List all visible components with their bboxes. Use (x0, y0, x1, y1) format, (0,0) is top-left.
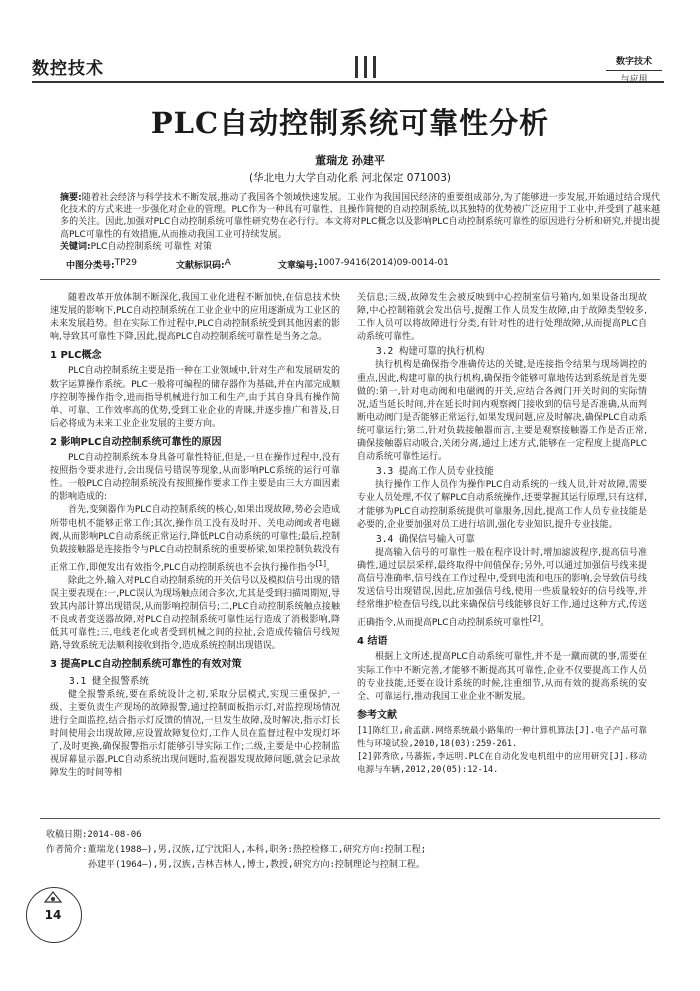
keywords-label: 关键词: (60, 241, 91, 252)
left-column (50, 292, 340, 780)
subsection-3-2-heading: 3.2 构建可靠的执行机构 (376, 346, 485, 358)
continued-paragraph: 关信息;三级,故障发生会被反映到中心控制室信号箱内,如果设备出现故障,中心控制箱就会发出信号,提醒工作人员发生故障,由于故障类型较多,工作人员可以将故障进行分类,有针对性的进行处理故障,从而提高PLC自动系统可靠性。 (357, 293, 647, 343)
doc-code-label: 文献标识码: (176, 261, 225, 271)
header-divider-bars (355, 56, 377, 78)
abstract (60, 192, 660, 253)
section-2-heading: 2 影响PLC自动控制系统可靠性的原因 (50, 436, 222, 448)
subsection-3-3-heading: 3.3 提高工作人员专业技能 (376, 466, 494, 478)
intro-paragraph: 随着改革开放体制不断深化,我国工业化进程不断加快,在信息技术快速发展的影响下,PLC自动控制系统在工业企业中的应用逐渐成为工业区的未来发展趋势。但在实际工作过程中,PLC自动控制系统受到其他因素的影响,导致其可靠性下降,因此,提高PLC自动控制系统可靠性是当务之急。 (50, 293, 340, 343)
subsection-3-4-text: 提高输入信号的可靠性一般在程序设计时,增加滤波程序,提高信号准确性,通过层层采样,最终取得中间值保存;另外,可以通过加强信号线来提高信号准确率,信号线在工作过程中,受到电流和电压的影响,会导致信号线发送信号出现错误,因此,应加强信号线,使用一些质量较好的信号线等,并经常维护检查信号线,以此来确保信号线能够良好工作,通过这种方式,传送正确指令,从而提高PLC自动控制系统可靠性 (357, 547, 647, 629)
affiliation: (华北电力大学自动化系 河北保定 071003) (249, 172, 451, 184)
received-date: 收稿日期:2014-08-06 (46, 830, 142, 840)
author-bio-2: 孙建平(1964—),男,汉族,吉林吉林人,博士,教授,研究方向:控制理论与控制工程。 (88, 860, 425, 870)
running-header (32, 50, 664, 86)
conclusion-paragraph: 根据上文所述,提高PLC自动系统可靠性,并不是一蹴而就的事,需要在实际工作中不断完善,才能够不断提高其可靠性,企业不仅要提高工作人员的专业技能,还要在设计系统的时候,注重细节,从而有效的提高系统的安全、可靠运行,推动我国工业企业不断发展。 (357, 652, 647, 702)
subsection-3-4-end: 。 (540, 618, 550, 629)
section-2-paragraph-2-end: 。 (326, 562, 336, 573)
clc-value: TP29 (114, 258, 137, 268)
keywords: PLC自动控制系统 可靠性 对策 (90, 241, 213, 252)
footnote-rule (40, 818, 660, 819)
clc-label: 中图分类号: (66, 261, 115, 271)
section-2-paragraph-1: PLC自动控制系统本身具备可靠性特征,但是,一旦在操作过程中,没有按照指令要求进行,会出现信号错误等现象,从而影响PLC系统的运行可靠性。一般PLC自动控制系统没有按照操作要求工作主要是由三大方面因素的影响造成的: (50, 453, 340, 503)
citation-1: [1] (315, 558, 327, 568)
author-bio-1: 作者简介:董瑞龙(1988—),男,汉族,辽宁沈阳人,本科,职务:热控检修工,研究方向:控制工程; (46, 845, 427, 855)
abstract-label: 摘要: (60, 193, 82, 203)
section-1-heading: 1 PLC概念 (50, 350, 102, 362)
subsection-3-1-paragraph: 健全报警系统,要在系统设计之初,采取分层模式,实现三重保护,一级、主要负责生产现场的故障报警,通过控制面板指示灯,对监控现场情况进行全面监控,结合指示灯反馈的情况,一旦发生故障,及时解决,指示灯长时间使用会出现故障,应设置故障复位灯,工作人员在监督过程中发现灯坏了,及时更换,确保报警指示灯能够引导实际工作;二级,主要是中心控制监视屏幕显示器,PLC自动系统出现问题时,监视器发现故障问题,就会记录故障发生的时间等相 (50, 689, 340, 779)
authors: 董瑞龙 孙建平 (315, 154, 385, 167)
article-title: PLC自动控制系统可靠性分析 (150, 106, 550, 140)
section-2-paragraph-2-text: 首先,变频器作为PLC自动控制系统的核心,如果出现故障,势必会造成所带电机不能够正常工作;其次,操作员工没有及时开、关电动阀或者电磁阀,从而影响PLC自动系统正常运行,降低PLC自动系统的可靠性;最后,控制负载接触器是连接指令与PLC自动控制系统的重要桥梁,如果控制负载没有正常工作,即便发出有效指令,PLC自动控制系统也不会执行操作指令 (50, 505, 340, 573)
article-number-label: 文章编号: (278, 261, 318, 271)
subsection-3-1-heading: 3.1 健全报警系统 (69, 675, 149, 687)
article-number-value: 1007-9416(2014)09-0014-01 (317, 258, 449, 268)
section-4-heading: 4 结语 (357, 636, 388, 648)
section-3-heading: 3 提高PLC自动控制系统可靠性的有效对策 (50, 659, 242, 671)
footnotes (46, 828, 656, 873)
right-column (357, 292, 647, 777)
section-2-paragraph-2 (50, 504, 340, 574)
page-number: 14 (44, 908, 62, 922)
subsection-3-2-paragraph: 执行机构是确保指令准确传达的关键,是连接指令结果与现场调控的重点,因此,构建可靠的执行机构,确保指令能够可靠地传达到系统是首先要做的:第一,针对电动阀和电磁阀的开关,应结合各阀门开关时间的实际情况,适当延长时间,并在延长时间内观察阀门接收到的信号是否准确,从而判断电动阀门是否能够正常运行,如果发现问题,应及时解决,确保PLC自动系统可靠运行;第二,针对负载接触器而言,主要是观察接触器工作是否正常,确保接触器启动吸合,关闭分离,通过上述方式,能够在一定程度上提高PLC自动系统可靠性运行。 (357, 360, 647, 463)
subsection-3-3-paragraph: 执行操作工作人员作为操作PLC自动系统的一线人员,针对故障,需要专业人员处理,不仅了解PLC自动系统操作,还要掌握其运行原理,只有这样,才能够为PLC自动控制系统提供可靠服务,因此,提高工作人员专业技能是必要的,企业要加强对员工进行培训,强化专业知识,提升专业技能。 (357, 480, 647, 530)
subsection-3-4-heading: 3.4 确保信号输入可靠 (376, 533, 475, 545)
references-heading: 参考文献 (357, 709, 397, 721)
section-title: 数控技术 (32, 59, 104, 79)
abstract-text: 随着社会经济与科学技术不断发展,推动了我国各个领域快速发展。工业作为我国国民经济的重要组成部分,为了能够进一步发展,开始通过结合现代化技术的方式来进一步强化对企业的管理。PLC作为一种具有可靠性、且操作简便的自动控制系统,以其独特的优势被广泛应用于工业中,并受到了越来越多的关注。因此,加强对PLC自动控制系统可靠性研究势在必行行。本文将对PLC概念以及影响PLC自动控制系统可靠性的原因进行分析和研究,并提出提高PLC可靠性的有效措施,从而推动我国工业可持续发展。 (60, 193, 660, 240)
doc-code-value: A (224, 258, 231, 268)
journal-logo (606, 50, 662, 85)
journal-logo-line2: 与应用 (606, 70, 662, 85)
section-2-paragraph-3: 除此之外,输入对PLC自动控制系统的开关信号以及模拟信号出现的错误主要表现在:一,PLC误认为现场触点闭合多次,尤其是受到扫描周期短,导致其内部计算出现错误,从而影响控制信号;二,PLC自动控制系统触点接触不良或者变送器故障,对PLC自动控制系统可靠性运行造成了消极影响,降低其可靠性;三,电线老化或者受到机械之间的拉扯,会造成传输信号线短路,导致系统无法顺利接收到指令,造成系统控制出现错误。 (50, 575, 340, 652)
journal-emblem-icon (43, 890, 63, 904)
section-1-paragraph: PLC自动控制系统主要是指一种在工业领域中,针对生产和发展研发的数字运算操作系统。PLC一般将可编程的储存器作为基础,并在内部完成顺序控制等操作指令,进而指导机械进行加工和生产,由于其自身具有操作简单、可靠、工作效率高的优势,受到工业企业的青睐,并逐步推广和普及,日后必将成为未来工业企业发展的主要方向。 (50, 366, 340, 429)
abstract-separator (40, 279, 660, 280)
reference-1: [1]陈红卫,俞孟蕻.网络系统最小路集的一种计算机算法[J].电子产品可靠性与环境试验,2010,18(03):259-261. (357, 725, 647, 749)
subsection-3-4-paragraph (357, 547, 647, 631)
journal-logo-line1: 数字技术 (615, 57, 652, 67)
citation-2: [2] (529, 614, 541, 624)
header-rule (32, 81, 664, 83)
reference-2: [2]郭秀欣,马蕃振,李远明.PLC在自动化发电机组中的应用研究[J].移动电源与车辆,2012,20(05):12-14. (357, 752, 647, 776)
